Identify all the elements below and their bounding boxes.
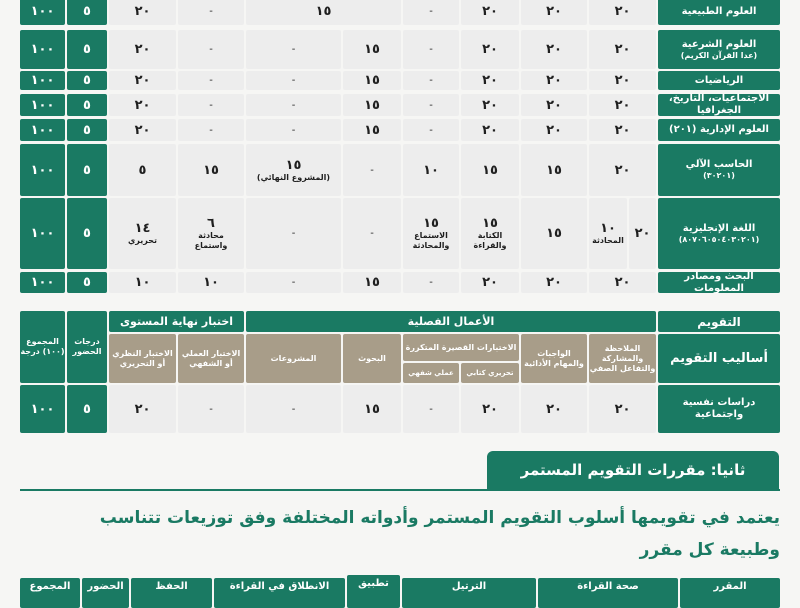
cell-c3: - <box>246 119 341 141</box>
cell-c8a-value: ١٠ <box>600 221 616 236</box>
cell-c4: ١٥ <box>343 119 401 141</box>
header-classwork: الأعمال الفصلية <box>246 311 656 332</box>
header-attendance: درجات الحضور <box>67 311 107 383</box>
cell-total: ١٠٠ <box>20 198 65 269</box>
cell-c4: ١٥ <box>343 272 401 293</box>
cell-c5: - <box>403 272 459 293</box>
cell-c1-value: ١٤ <box>134 221 151 236</box>
cell-c2: - <box>178 71 244 90</box>
cut-header-apply: تطبيق <box>347 575 400 608</box>
cell-c5-note: الاستماع والمحادثة <box>412 231 450 250</box>
cut-header-subject: المقرر <box>680 578 780 608</box>
cell-c1: ١٠ <box>109 272 176 293</box>
header-research: البحوث <box>343 334 401 383</box>
cell-c6: ٢٠ <box>461 71 519 90</box>
cell-c1: ٢٠ <box>109 71 176 90</box>
cell-c3-note: (المشروع النهائي) <box>256 172 331 182</box>
cell-research: ١٥ <box>343 385 401 433</box>
cell-c6: ١٥ <box>461 144 519 196</box>
header-quiz-oral: عملي شفهي <box>403 363 459 383</box>
cell-c6-note: الكتابة والقراءة <box>473 231 507 250</box>
cell-c7: ٢٠ <box>521 272 587 293</box>
header-observation: الملاحظة والمشاركة والتفاعل الصفي <box>589 334 656 383</box>
cell-c7: ١٥ <box>521 144 587 196</box>
cell-attendance: ٥ <box>67 30 107 69</box>
cell-c8: ٢٠ <box>589 94 656 116</box>
cell-c6: ٢٠ <box>461 272 519 293</box>
cell-c1: ٢٠ <box>109 30 176 69</box>
paragraph-line-2: وطبيعة كل مقرر <box>639 540 780 560</box>
header-theory: الاختبار النظري أو التحريري <box>109 334 176 383</box>
cell-c7: ٢٠ <box>521 0 587 25</box>
cell-projects: - <box>246 385 341 433</box>
cell-total: ١٠٠ <box>20 30 65 69</box>
row-subject <box>658 144 780 196</box>
cell-attendance: ٥ <box>67 144 107 196</box>
cell-c4: - <box>343 198 401 269</box>
cell-practical: - <box>178 385 244 433</box>
row-subject <box>658 30 780 69</box>
section-title: ثانيا: مقررات التقويم المستمر <box>487 451 779 489</box>
cell-c8: ٢٠ <box>589 272 656 293</box>
cell-span: ١٥ <box>246 0 401 25</box>
row-subject: الرياضيات <box>658 71 780 90</box>
header-final-exam: اختبار نهاية المستوى <box>109 311 244 332</box>
cell-total: ١٠٠ <box>20 144 65 196</box>
cut-header-reading: صحة القراءة <box>538 578 678 608</box>
cell-c7: ١٥ <box>521 198 587 269</box>
cell-attendance: ٥ <box>67 94 107 116</box>
cell-theory: ٢٠ <box>109 385 176 433</box>
cell-c1: ٢٠ <box>109 94 176 116</box>
cell-attendance: ٥ <box>67 0 107 25</box>
cell-homework: ٢٠ <box>521 385 587 433</box>
header-projects: المشروعات <box>246 334 341 383</box>
cell-c5: - <box>403 30 459 69</box>
cell-attendance: ٥ <box>67 119 107 141</box>
cell-c6: ٢٠ <box>461 0 519 25</box>
cell-c2: - <box>178 94 244 116</box>
cell-c7: ٢٠ <box>521 71 587 90</box>
cell-attendance: ٥ <box>67 198 107 269</box>
row-subject-note: (٣٠٢٠١) <box>703 171 735 180</box>
cell-total: ١٠٠ <box>20 71 65 90</box>
cell-quiz-oral: - <box>403 385 459 433</box>
cell-c3: - <box>246 71 341 90</box>
cell-c4: ١٥ <box>343 30 401 69</box>
cell-c3: - <box>246 272 341 293</box>
cut-header-attendance: الحضور <box>82 578 129 608</box>
cell-c8: ٢٠ <box>589 71 656 90</box>
cell-total: ١٠٠ <box>20 385 65 433</box>
cell-c8a <box>589 198 627 269</box>
cut-header-tarteel: الترتيل <box>402 578 536 608</box>
header-quizzes: الاختبارات القصيرة المتكررة <box>403 334 519 361</box>
cell-c2: - <box>178 0 244 25</box>
header-quiz-written: تحريري كتابي <box>461 363 519 383</box>
cell-c2-value: ٦ <box>207 216 215 231</box>
cell-total: ١٠٠ <box>20 94 65 116</box>
cell-c3: - <box>246 198 341 269</box>
row-subject: دراسات نفسية واجتماعية <box>658 385 780 433</box>
cell-c6: ٢٠ <box>461 119 519 141</box>
row-subject: البحث ومصادر المعلومات <box>658 272 780 293</box>
cell-c3: - <box>246 94 341 116</box>
cell-c5 <box>403 198 459 269</box>
row-subject-value: العلوم الشرعية <box>681 38 757 50</box>
cell-c8: ٢٠ <box>589 144 656 196</box>
cell-c1-note: تحريري <box>127 236 158 245</box>
cell-c1 <box>109 198 176 269</box>
cell-c6 <box>461 198 519 269</box>
cut-header-fluency: الانطلاق في القراءة <box>214 578 345 608</box>
cell-c2: - <box>178 119 244 141</box>
row-subject <box>658 198 780 269</box>
cell-c6-value: ١٥ <box>482 216 498 231</box>
header-practical: الاختبار العملي أو الشفهي <box>178 334 244 383</box>
row-subject-value: اللغة الإنجليزية <box>682 222 756 234</box>
cell-c4: ١٥ <box>343 71 401 90</box>
cell-c1: ٥ <box>109 144 176 196</box>
header-total: المجموع (١٠٠) درجة <box>20 311 65 383</box>
row-subject: الاجتماعيات، التاريخ، الجغرافيا <box>658 94 780 116</box>
cell-total: ١٠٠ <box>20 119 65 141</box>
cell-c7: ٢٠ <box>521 30 587 69</box>
cell-c7: ٢٠ <box>521 94 587 116</box>
cell-c2: ١٥ <box>178 144 244 196</box>
cell-c3: - <box>246 30 341 69</box>
cell-c8b: ٢٠ <box>629 198 656 269</box>
cell-c8: ٢٠ <box>589 30 656 69</box>
cell-c5: - <box>403 119 459 141</box>
cell-observation: ٢٠ <box>589 385 656 433</box>
cell-c5-value: ١٥ <box>423 216 439 231</box>
cell-c2-note: محادثة واستماع <box>194 231 228 250</box>
cut-header-memorize: الحفظ <box>131 578 212 608</box>
header-methods: أساليب التقويم <box>658 334 780 383</box>
cell-c7: ٢٠ <box>521 119 587 141</box>
cell-c8: ٢٠ <box>589 119 656 141</box>
cell-c5: - <box>403 94 459 116</box>
cell-c2: ١٠ <box>178 272 244 293</box>
header-homework: الواجبات والمهام الأدائية <box>521 334 587 383</box>
cell-total: ١٠٠ <box>20 0 65 25</box>
paragraph-line-1: يعتمد في تقويمها أسلوب التقويم المستمر وأدواته المختلفة وفق توزيعات تتناسب <box>99 508 780 528</box>
row-subject: العلوم الإدارية (٢٠١) <box>658 119 780 141</box>
row-subject-note: (عدا القرآن الكريم) <box>680 50 758 60</box>
cell-c2: - <box>178 30 244 69</box>
cell-c3-value: ١٥ <box>285 157 302 173</box>
cell-c1: ٢٠ <box>109 0 176 25</box>
cell-c1: ٢٠ <box>109 119 176 141</box>
cell-c5: - <box>403 0 459 25</box>
cell-c8: ٢٠ <box>589 0 656 25</box>
cell-attendance: ٥ <box>67 385 107 433</box>
cell-c8a-note: المحادثة <box>592 236 624 245</box>
cell-c3 <box>246 144 341 196</box>
row-subject-value: الحاسب الآلي <box>685 159 753 170</box>
cell-c4: ١٥ <box>343 94 401 116</box>
cell-quiz-written: ٢٠ <box>461 385 519 433</box>
header-evaluation: التقويم <box>658 311 780 332</box>
cell-c6: ٢٠ <box>461 94 519 116</box>
row-subject-note: (٨٠٧٠٦٠٥٠٤٠٣٠٢٠١) <box>678 234 760 244</box>
cell-c4: - <box>343 144 401 196</box>
cell-c5: - <box>403 71 459 90</box>
cell-total: ١٠٠ <box>20 272 65 293</box>
cell-attendance: ٥ <box>67 272 107 293</box>
cell-c6: ٢٠ <box>461 30 519 69</box>
cell-c5: ١٠ <box>403 144 459 196</box>
cell-c2 <box>178 198 244 269</box>
row-subject: العلوم الطبيعية <box>658 0 780 25</box>
cut-header-total: المجموع <box>20 578 80 608</box>
section-divider <box>20 489 780 491</box>
cell-attendance: ٥ <box>67 71 107 90</box>
